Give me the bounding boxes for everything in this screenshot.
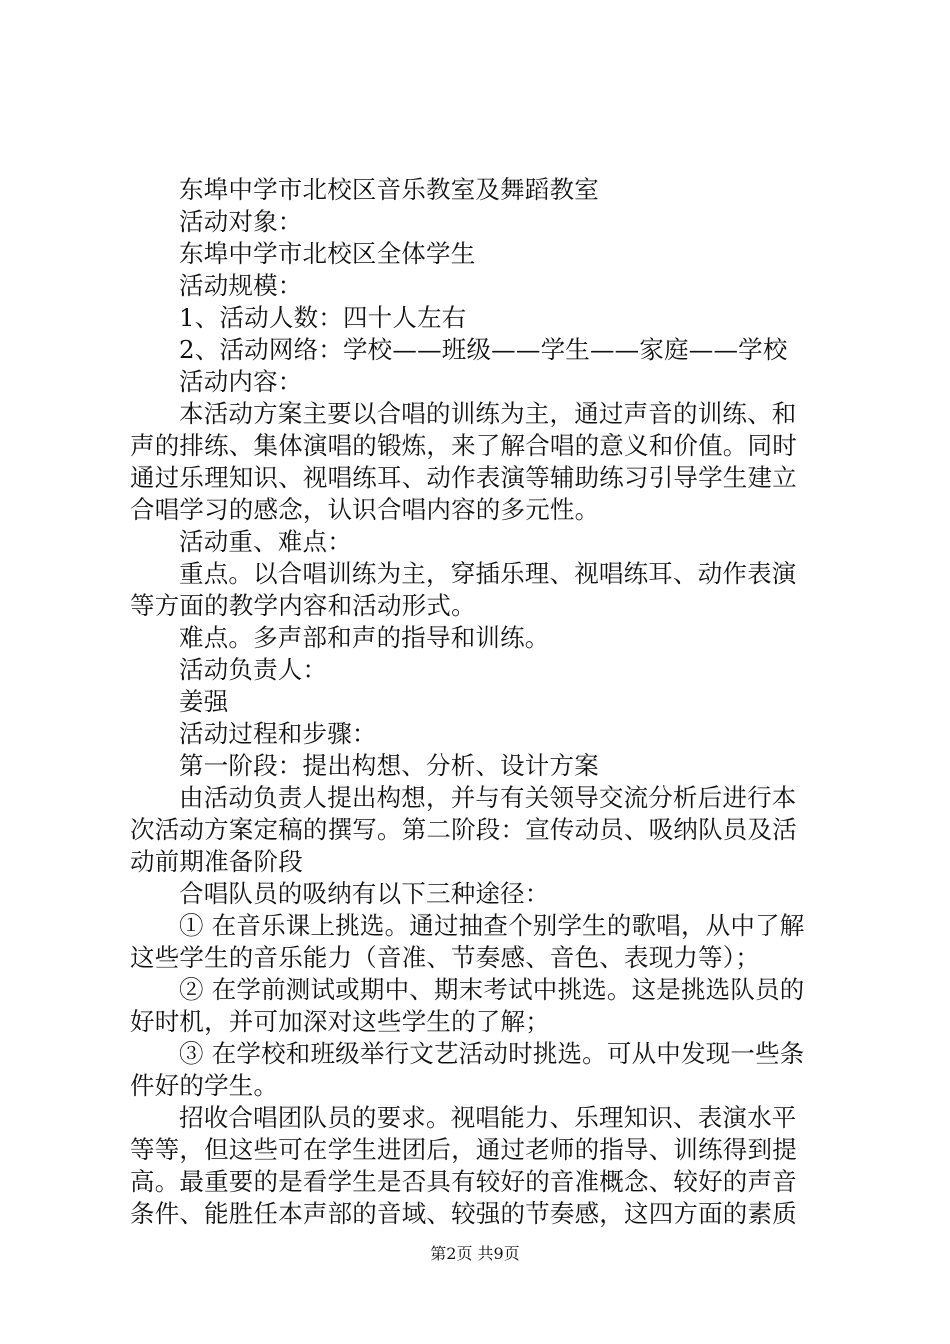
text-line: 由活动负责人提出构想，并与有关领导交流分析后进行本 bbox=[179, 783, 797, 812]
text-line: 第一阶段：提出构想、分析、设计方案 bbox=[179, 751, 599, 780]
document-body bbox=[130, 174, 830, 1230]
text-line: 活动内容： bbox=[179, 367, 303, 396]
text-line: 东埠中学市北校区全体学生 bbox=[179, 239, 476, 268]
text-line: 重点。以合唱训练为主，穿插乐理、视唱练耳、动作表演 bbox=[179, 559, 797, 588]
text-line: ② 在学前测试或期中、期末考试中挑选。这是挑选队员的 bbox=[179, 975, 805, 1004]
text-line: 活动规模： bbox=[179, 271, 303, 300]
text-line: ① 在音乐课上挑选。通过抽查个别学生的歌唱，从中了解 bbox=[179, 911, 805, 940]
text-line: 本活动方案主要以合唱的训练为主，通过声音的训练、和 bbox=[179, 399, 797, 428]
text-line: 活动负责人： bbox=[179, 655, 328, 684]
text-line: 等等，但这些可在学生进团后，通过老师的指导、训练得到提 bbox=[130, 1135, 797, 1164]
text-line: 条件、能胜任本声部的音域、较强的节奏感，这四方面的素质 bbox=[130, 1199, 797, 1228]
text-line: 活动过程和步骤： bbox=[179, 719, 377, 748]
text-line: 活动对象： bbox=[179, 207, 303, 236]
text-line: 合唱队员的吸纳有以下三种途径： bbox=[179, 879, 550, 908]
text-line: 次活动方案定稿的撰写。第二阶段：宣传动员、吸纳队员及活 bbox=[130, 815, 797, 844]
text-line: 动前期准备阶段 bbox=[130, 847, 303, 876]
page-footer bbox=[0, 1244, 950, 1264]
text-line: ③ 在学校和班级举行文艺活动时挑选。可从中发现一些条 bbox=[179, 1039, 805, 1068]
text-line: 通过乐理知识、视唱练耳、动作表演等辅助练习引导学生建立 bbox=[130, 463, 797, 492]
text-line: 好时机，并可加深对这些学生的了解； bbox=[130, 1007, 550, 1036]
text-line: 等方面的教学内容和活动形式。 bbox=[130, 591, 476, 620]
text-line: 2、活动网络：学校——班级——学生——家庭——学校 bbox=[179, 335, 788, 364]
text-line: 声的排练、集体演唱的锻炼，来了解合唱的意义和价值。同时 bbox=[130, 431, 797, 460]
text-line: 姜强 bbox=[179, 687, 229, 716]
text-line: 难点。多声部和声的指导和训练。 bbox=[179, 623, 550, 652]
text-line: 合唱学习的感念，认识合唱内容的多元性。 bbox=[130, 495, 600, 524]
text-line: 件好的学生。 bbox=[130, 1071, 279, 1100]
text-line: 这些学生的音乐能力（音准、节奏感、音色、表现力等）； bbox=[130, 943, 760, 972]
text-line: 招收合唱团队员的要求。视唱能力、乐理知识、表演水平 bbox=[179, 1103, 797, 1132]
page-number-label: 第2页 共9页 bbox=[430, 1244, 520, 1263]
text-line: 1、活动人数：四十人左右 bbox=[179, 303, 467, 332]
text-line: 东埠中学市北校区音乐教室及舞蹈教室 bbox=[179, 175, 599, 204]
text-line: 活动重、难点： bbox=[179, 527, 352, 556]
text-line: 高。最重要的是看学生是否具有较好的音准概念、较好的声音 bbox=[130, 1167, 797, 1196]
